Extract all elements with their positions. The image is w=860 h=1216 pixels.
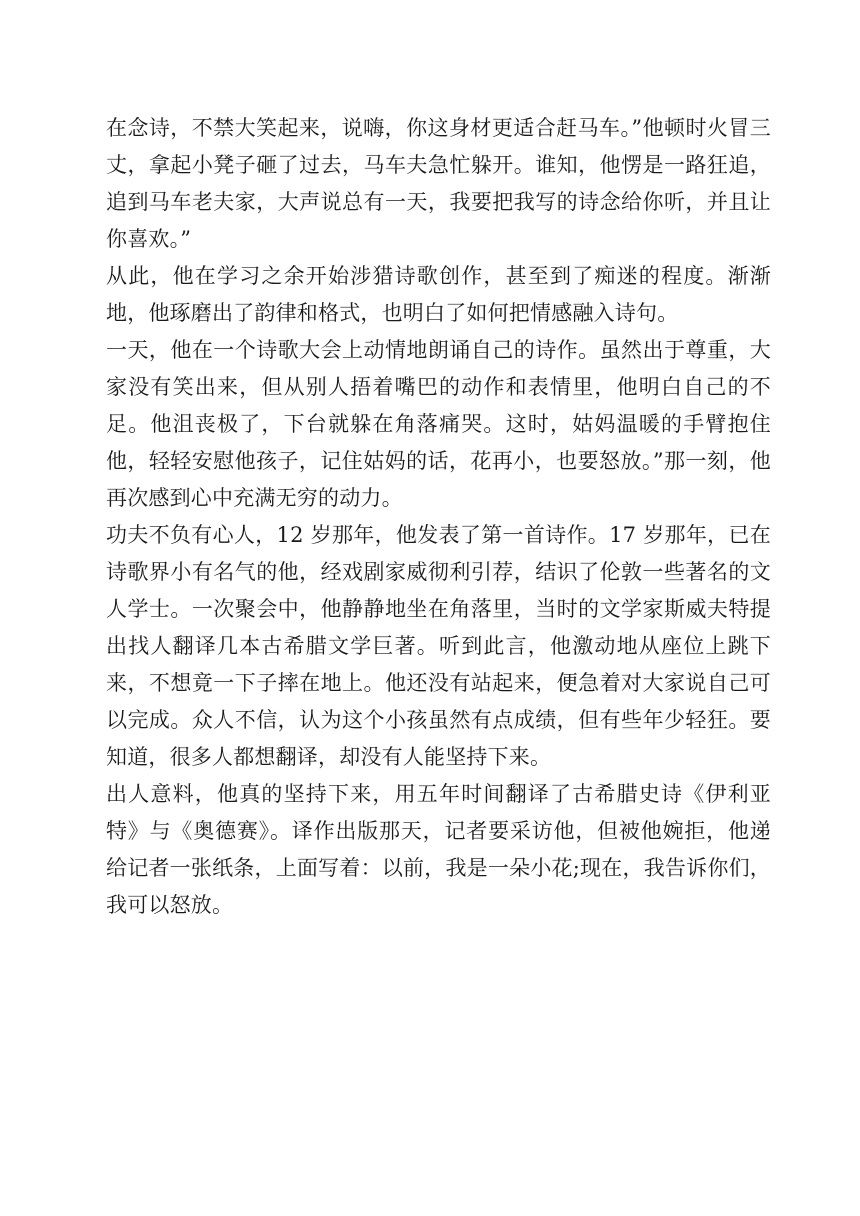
article-body [106,110,771,924]
paragraph-3: 一天，他在一个诗歌大会上动情地朗诵自己的诗作。虽然出于尊重，大家没有笑出来，但从别人捂着嘴巴的动作和表情里，他明白自己的不足。他沮丧极了，下台就躲在角落痛哭。这时，姑妈温暖的手臂抱住他，轻轻安慰他孩子，记住姑妈的话，花再小，也要怒放。”那一刻，他再次感到心中充满无穷的动力。 [106,338,771,510]
paragraph-1: 在念诗，不禁大笑起来，说嗨，你这身材更适合赶马车。”他顿时火冒三丈，拿起小凳子砸了过去，马车夫急忙躲开。谁知，他愣是一路狂追，追到马车老夫家，大声说总有一天，我要把我写的诗念给你听，并且让你喜欢。” [106,116,771,251]
paragraph-5: 出人意料，他真的坚持下来，用五年时间翻译了古希腊史诗《伊利亚特》与《奥德赛》。译作出版那天，记者要采访他，但被他婉拒，他递给记者一张纸条，上面写着：以前，我是一朵小花;现在，我告诉你们，我可以怒放。 [106,782,771,917]
paragraph-2: 从此，他在学习之余开始涉猎诗歌创作，甚至到了痴迷的程度。渐渐地，他琢磨出了韵律和格式，也明白了如何把情感融入诗句。 [106,264,771,325]
paragraph-4: 功夫不负有心人，12 岁那年，他发表了第一首诗作。17 岁那年，已在诗歌界小有名气的他，经戏剧家威彻利引荐，结识了伦敦一些著名的文人学士。一次聚会中，他静静地坐在角落里，当时的文学家斯威夫特提出找人翻译几本古希腊文学巨著。听到此言，他激动地从座位上跳下来，不想竟一下子摔在地上。他还没有站起来，便急着对大家说自己可以完成。众人不信，认为这个小孩虽然有点成绩，但有些年少轻狂。要知道，很多人都想翻译，却没有人能坚持下来。 [106,523,771,769]
